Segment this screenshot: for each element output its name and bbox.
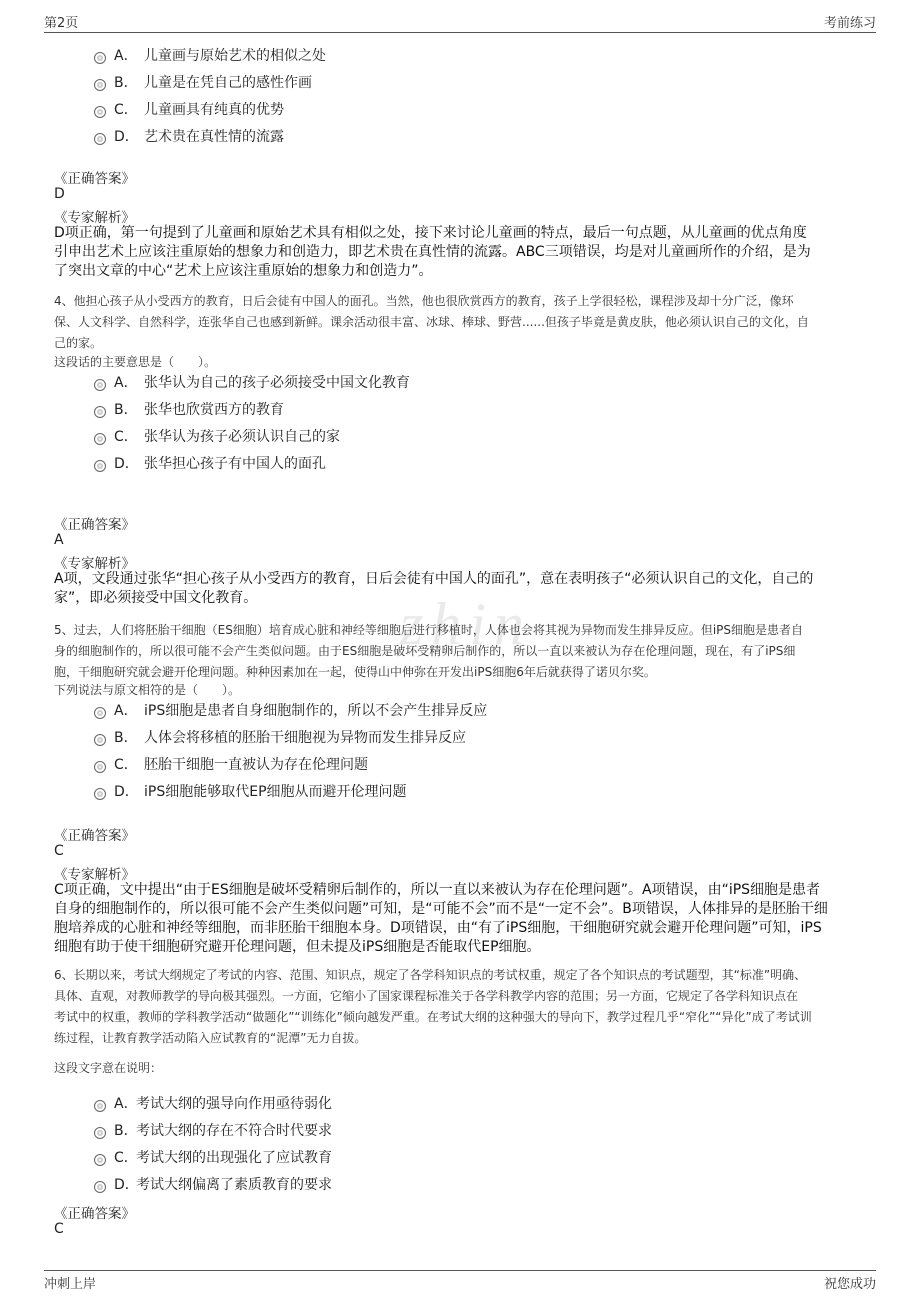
q5-answer: C: [54, 843, 64, 859]
radio-icon[interactable]: [94, 460, 106, 472]
q6-answer-label: 《正确答案》: [54, 1206, 135, 1222]
radio-icon[interactable]: [94, 379, 106, 391]
q5-stem: 5、过去，人们将胚胎干细胞（ES细胞）培育成心脏和神经等细胞后进行移植时，人体也会将其视为异物而发生排异反应。但iPS细胞是患者自 身的细胞制作的，所以很可能不会产生类似问题。由于ES细胞是破坏受精卵后制作的，所以一直以来被认为存在伦理问题，现在，有了iPS细 胞，干细胞研究就会避开伦理问题。种种因素加在一起，使得山中伸弥在开发出iPS细胞6年后就获得了诺贝尔奖。: [54, 623, 804, 679]
radio-icon[interactable]: [94, 707, 106, 719]
page-header: [44, 12, 876, 33]
q4-option-a[interactable]: A． 张华认为自己的孩子必须接受中国文化教育: [94, 371, 410, 393]
q5-option-c[interactable]: C． 胚胎干细胞一直被认为存在伦理问题: [94, 753, 368, 775]
q5-analysis: C项正确，文中提出“由于ES细胞是破坏受精卵后制作的，所以一直以来被认为存在伦理问题”。A项错误，由“iPS细胞是患者 自身的细胞制作的，所以很可能不会产生类似问题”可知，是“可能不会”而不是“一定不会”。B项错误，人体排异的是胚胎干细 胞培养成的心脏和神经等细胞，而非胚胎干细胞本身。D项错误，由“有了iPS细胞，干细胞研究就会避开伦理问题”可知，iPS 细胞有助于使干细胞研究避开伦理问题，但未提及iPS细胞是否能取代EP细胞。: [54, 882, 828, 955]
q4-option-c[interactable]: C． 张华认为孩子必须认识自己的家: [94, 425, 340, 447]
radio-icon[interactable]: [94, 106, 106, 118]
footer-left: 冲刺上岸: [44, 1277, 97, 1292]
q3-answer-label: 《正确答案》: [54, 171, 135, 187]
radio-icon[interactable]: [94, 734, 106, 746]
radio-icon[interactable]: [94, 1100, 106, 1112]
q3-option-b[interactable]: B． 儿童是在凭自己的感性作画: [94, 71, 312, 93]
radio-icon[interactable]: [94, 761, 106, 773]
q3-analysis: D项正确，第一句提到了儿童画和原始艺术具有相似之处，接下来讨论儿童画的特点，最后一句点题，从儿童画的优点角度 引申出艺术上应该注重原始的想象力和创造力，即艺术贵在真性情的流露。ABC三项错误，均是对儿童画所作的介绍，是为 了突出文章的中心“艺术上应该注重原始的想象力和创造力”。: [54, 225, 811, 279]
radio-icon[interactable]: [94, 79, 106, 91]
q3-option-c[interactable]: C． 儿童画具有纯真的优势: [94, 98, 284, 120]
page-footer: [44, 1270, 876, 1295]
q3-option-d[interactable]: D． 艺术贵在真性情的流露: [94, 125, 284, 147]
q3-answer: D: [54, 186, 65, 202]
q6-stem: 6、长期以来，考试大纲规定了考试的内容、范围、知识点，规定了各学科知识点的考试权重，规定了各个知识点的考试题型，其“标准”明确、 具体、直观，对教师教学的导向极其强烈。一方面，它缩小了国家课程标准关于各学科教学内容的范围；另一方面，它规定了各学科知识点在 考试中的权重，教师的学科教学活动“做题化”“训练化”倾向越发严重。在考试大纲的这种强大的导向下，教学过程几乎“窄化”“异化”成了考试训 练过程，让教育教学活动陷入应试教育的“泥潭”无力自拔。: [54, 968, 812, 1045]
header-title: 考前练习: [823, 16, 876, 31]
q6-answer: C: [54, 1221, 64, 1237]
radio-icon[interactable]: [94, 1127, 106, 1139]
q4-analysis-label: 《专家解析》: [54, 556, 135, 572]
q5-option-b[interactable]: B． 人体会将移植的胚胎干细胞视为异物而发生排异反应: [94, 726, 466, 748]
q5-answer-label: 《正确答案》: [54, 828, 135, 844]
q4-analysis: A项，文段通过张华“担心孩子从小受西方的教育，日后会徒有中国人的面孔”，意在表明孩子“必须认识自己的文化，自己的 家”，即必须接受中国文化教育。: [54, 571, 814, 606]
radio-icon[interactable]: [94, 1181, 106, 1193]
radio-icon[interactable]: [94, 406, 106, 418]
q6-option-b[interactable]: B． 考试大纲的存在不符合时代要求: [94, 1119, 332, 1141]
q4-stem: 4、他担心孩子从小受西方的教育，日后会徒有中国人的面孔。当然，他也很欣赏西方的教育，孩子上学很轻松，课程涉及却十分广泛，像环 保、人文科学、自然科学，连张华自己也感到新鲜。课余活动很丰富、冰球、棒球、野营......但孩子毕竟是黄皮肤，他必须认识自己的文化，自 己的家。: [54, 294, 809, 350]
page-number: 第2页: [44, 16, 79, 31]
q6-prompt: 这段文字意在说明：: [54, 1061, 163, 1075]
q3-option-a[interactable]: A． 儿童画与原始艺术的相似之处: [94, 44, 326, 66]
q5-prompt: 下列说法与原文相符的是（ ）。: [54, 683, 241, 697]
q6-option-c[interactable]: C． 考试大纲的出现强化了应试教育: [94, 1146, 332, 1168]
q4-option-d[interactable]: D． 张华担心孩子有中国人的面孔: [94, 452, 326, 474]
q5-analysis-label: 《专家解析》: [54, 867, 135, 883]
q6-option-d[interactable]: D． 考试大纲偏离了素质教育的要求: [94, 1173, 332, 1195]
watermark: zhin: [400, 591, 533, 657]
radio-icon[interactable]: [94, 133, 106, 145]
q4-answer: A: [54, 532, 64, 548]
q4-prompt: 这段话的主要意思是（ ）。: [54, 355, 217, 369]
radio-icon[interactable]: [94, 1154, 106, 1166]
q6-option-a[interactable]: A． 考试大纲的强导向作用亟待弱化: [94, 1092, 332, 1114]
radio-icon[interactable]: [94, 52, 106, 64]
q5-option-d[interactable]: D． iPS细胞能够取代EP细胞从而避开伦理问题: [94, 780, 407, 802]
q5-option-a[interactable]: A． iPS细胞是患者自身细胞制作的，所以不会产生排异反应: [94, 699, 487, 721]
q3-analysis-label: 《专家解析》: [54, 210, 135, 226]
radio-icon[interactable]: [94, 788, 106, 800]
q4-option-b[interactable]: B． 张华也欣赏西方的教育: [94, 398, 284, 420]
q4-answer-label: 《正确答案》: [54, 517, 135, 533]
footer-right: 祝您成功: [823, 1277, 876, 1292]
radio-icon[interactable]: [94, 433, 106, 445]
